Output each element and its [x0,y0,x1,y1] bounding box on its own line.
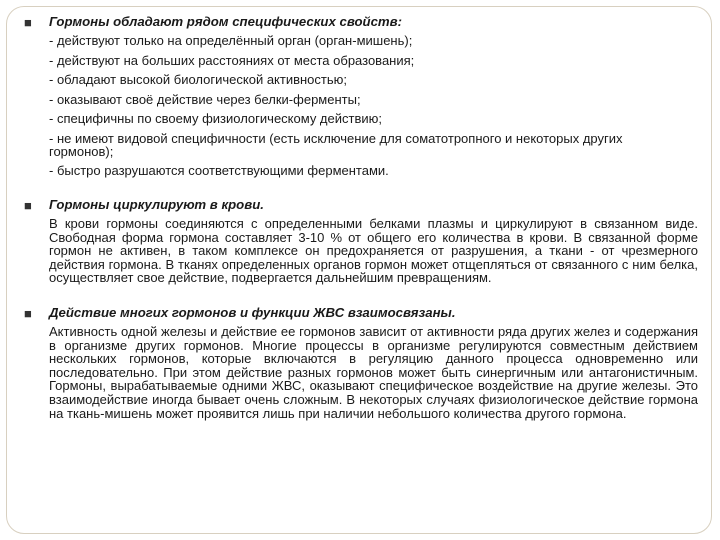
bullet-icon: ■ [24,15,32,30]
list-item: - оказывают своё действие через белки-ферменты; [49,91,361,107]
section-heading: Действие многих гормонов и функции ЖВС взаимосвязаны. [49,304,456,320]
list-item: - действуют только на определённый орган (орган-мишень); [49,33,413,48]
bullet-icon: ■ [24,305,32,321]
list-item: - действуют на больших расстояниях от места образования; [49,52,415,68]
bullet-icon: ■ [24,198,32,213]
section-paragraph: Активность одной железы и действие ее гормонов зависит от активности ряда других желез и содержания в организме других гормонов. Многие процессы в организме регулируются совместным действием нескольких гормонов, которые включаются в регуляцию данного процесса одновременно или последовательно. При этом действие разных гормонов может быть синергичным или антагонистичным. Гормоны, вырабатываемые одними ЖВС, оказывают специфическое воздействие на другие железы. Это взаимодействие иногда бывает очень сложным. В некоторых случаях физиологическое действие гормона на ткань-мишень может проявится лишь при наличии небольшого количества другого гормона. [49,323,698,421]
section-hormone-circulation [22,197,698,285]
slide-content [22,14,698,420]
section-heading: Гормоны циркулируют в крови. [49,197,264,212]
list-item: - обладают высокой биологической активностью; [49,72,347,87]
list-item: - не имеют видовой специфичности (есть исключение для соматотропного и некоторых других гормонов); [49,130,623,159]
section-hormone-interaction [22,305,698,420]
list-item: - быстро разрушаются соответствующими ферментами. [49,162,389,178]
section-heading: Гормоны обладают рядом специфических свойств: [49,14,402,29]
list-item: - специфичны по своему физиологическому действию; [49,111,382,126]
section-paragraph: В крови гормоны соединяются с определенными белками плазмы и циркулируют в связанном виде. Свободная форма гормона составляет 3-10 % от общего его количества в крови. В связанной форме гормон не активен, в таком комплексе он предохраняется от разрушения, а ткани - от чрезмерного действия гормона. В тканях определенных органов гормон может отщепляться от связанного с ним белка, осуществляет свое действие, подвергается дальнейшим превращениям. [49,216,698,286]
section-hormone-properties [22,14,698,177]
